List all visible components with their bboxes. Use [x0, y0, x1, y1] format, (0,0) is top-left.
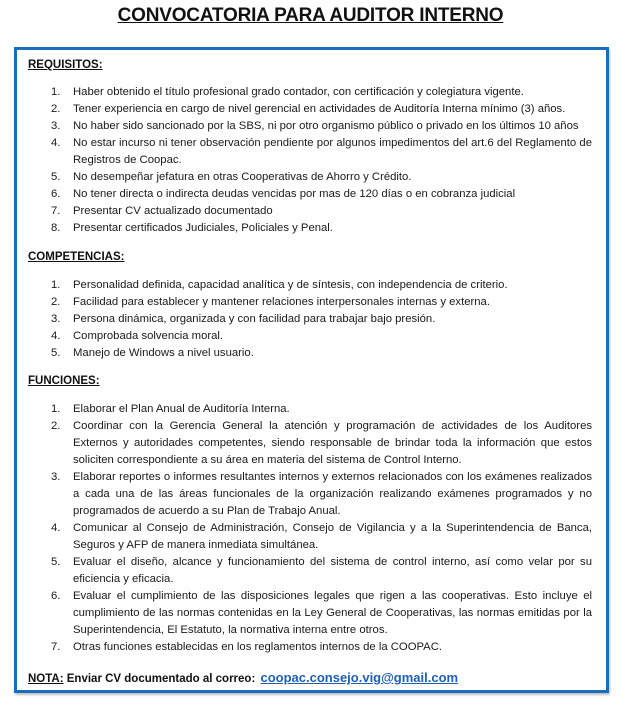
email-link[interactable]: coopac.consejo.vig@gmail.com — [260, 670, 459, 685]
list-item: 6. Evaluar el cumplimiento de las disposiciones legales que rigen a las cooperativas. Esto incluye el cumplimiento de las normas contenidas en la Ley General de Cooperativas, las normas emitidas por la Superintendencia, El Estatuto, la normativa interna entre otros. — [51, 590, 592, 636]
page-title: CONVOCATORIA PARA AUDITOR INTERNO — [117, 5, 504, 26]
list-item: 7. Otras funciones establecidas en los reglamentos internos de la COOPAC. — [51, 641, 443, 653]
list-item: 5. Evaluar el diseño, alcance y funcionamiento del sistema de control interno, así como velar por su eficiencia y eficacia. — [51, 556, 592, 585]
list-item: 3. No haber sido sancionado por la SBS, ni por otro organismo público o privado en los últimos 10 años — [51, 120, 579, 132]
list-item: 1. Elaborar el Plan Anual de Auditoría Interna. — [51, 403, 290, 415]
competencias-heading: COMPETENCIAS: — [28, 251, 125, 263]
list-item: 5. Manejo de Windows a nivel usuario. — [51, 347, 254, 359]
list-item: 3. Elaborar reportes o informes resultantes internos y externos relacionados con los exámenes realizados a cada una de las áreas funcionales de la organización realizando exámenes programados y no programados de acuerdo a su Plan de Trabajo Anual. — [51, 471, 592, 517]
note-text: Enviar CV documentado al correo: — [63, 673, 256, 685]
list-item: 3. Persona dinámica, organizada y con facilidad para trabajar bajo presión. — [51, 313, 436, 325]
list-item: 4. No estar incurso ni tener observación pendiente por algunos impedimentos del art.6 del Reglamento de Registros de Coopac. — [51, 137, 592, 166]
job-posting-box — [14, 47, 609, 693]
list-item: 8. Presentar certificados Judiciales, Policiales y Penal. — [51, 222, 333, 234]
competencias-list — [17, 277, 606, 362]
list-item: 1. Haber obtenido el título profesional grado contador, con certificación y colegiatura vigente. — [51, 86, 524, 98]
list-item: 6. No tener directa o indirecta deudas vencidas por mas de 120 días o en cobranza judicial — [51, 188, 516, 200]
list-item: 5. No desempeñar jefatura en otras Cooperativas de Ahorro y Crédito. — [51, 171, 412, 183]
list-item: 2. Tener experiencia en cargo de nivel gerencial en actividades de Auditoría Interna mínimo (3) años. — [51, 103, 566, 115]
funciones-heading: FUNCIONES: — [28, 375, 100, 387]
list-item: 7. Presentar CV actualizado documentado — [51, 205, 273, 217]
list-item: 4. Comprobada solvencia moral. — [51, 330, 224, 342]
list-item: 2. Coordinar con la Gerencia General la atención y programación de actividades de los Auditores Externos y autoridades competentes, siendo responsable de brindar toda la información que estos soliciten correspondiente a su área en materia del sistema de Control Interno. — [51, 420, 592, 466]
note — [28, 670, 458, 685]
note-label: NOTA: — [28, 673, 64, 685]
funciones-list — [17, 401, 606, 656]
list-item: 4. Comunicar al Consejo de Administración, Consejo de Vigilancia y a la Superintendencia de Banca, Seguros y AFP de manera inmediata simultánea. — [51, 522, 592, 551]
list-item: 1. Personalidad definida, capacidad analítica y de síntesis, con independencia de criterio. — [51, 279, 508, 291]
requisitos-list — [17, 84, 606, 237]
requisitos-heading: REQUISITOS: — [28, 59, 103, 71]
list-item: 2. Facilidad para establecer y mantener relaciones interpersonales internas y externa. — [51, 296, 490, 308]
